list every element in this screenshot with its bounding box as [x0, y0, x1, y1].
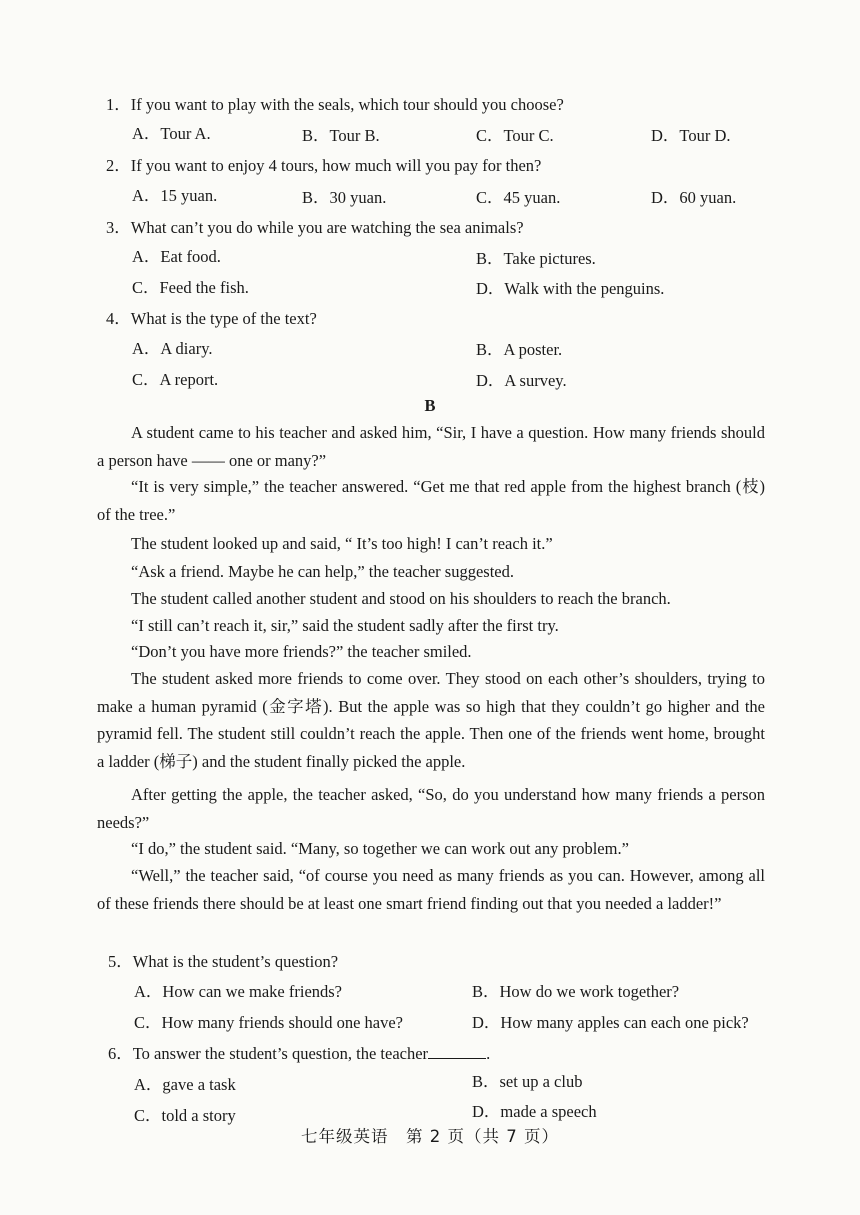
- question-1-option-d: D．Tour D.: [651, 126, 731, 145]
- question-3-stem: 3．What can’t you do while you are watching the sea animals?: [106, 218, 524, 237]
- question-3-option-d: D．Walk with the penguins.: [476, 279, 665, 298]
- passage-paragraph: “I still can’t reach it, sir,” said the student sadly after the first try.: [131, 616, 559, 635]
- question-5-option-a: A．How can we make friends?: [134, 982, 343, 1001]
- question-3-option-c: C．Feed the fish.: [132, 278, 249, 297]
- question-4-option-a: A．A diary.: [132, 339, 213, 358]
- section-heading: B: [424, 396, 436, 415]
- question-6-option-b: B．set up a club: [472, 1072, 583, 1091]
- passage-paragraph: The student called another student and stood on his shoulders to reach the branch.: [131, 589, 671, 608]
- question-2-option-a: A．15 yuan.: [132, 186, 218, 205]
- question-3-option-a: A．Eat food.: [132, 247, 221, 266]
- question-4-option-c: C．A report.: [132, 370, 219, 389]
- question-2-option-d: D．60 yuan.: [651, 188, 737, 207]
- question-2-stem: 2．If you want to enjoy 4 tours, how much will you pay for then?: [106, 156, 542, 175]
- passage-paragraph: “It is very simple,” the teacher answered. “Get me that red apple from the highest branch (枝) of the tree.”: [97, 477, 765, 524]
- passage-paragraph: The student asked more friends to come over. They stood on each other’s shoulders, trying to make a human pyramid (金字塔). But the apple was so high that they couldn’t go higher and the pyramid fell. The student still couldn’t reach the apple. Then one of the friends went home, brought a ladder (梯子) and the student finally picked the apple.: [97, 669, 765, 771]
- question-1-option-b: B．Tour B.: [302, 126, 380, 145]
- passage-paragraph: “I do,” the student said. “Many, so together we can work out any problem.”: [131, 839, 629, 858]
- question-4-option-d: D．A survey.: [476, 371, 567, 390]
- question-1-stem: 1．If you want to play with the seals, which tour should you choose?: [106, 95, 564, 114]
- page-footer: 七年级英语 第 2 页（共 7 页）: [301, 1127, 559, 1146]
- question-6-stem-text: 6．To answer the student’s question, the teacher: [108, 1044, 429, 1063]
- answer-blank: [428, 1044, 486, 1059]
- passage-paragraph: “Ask a friend. Maybe he can help,” the teacher suggested.: [131, 562, 515, 581]
- question-5-option-d: D．How many apples can each one pick?: [472, 1013, 749, 1032]
- passage-paragraph: “Don’t you have more friends?” the teacher smiled.: [131, 642, 472, 661]
- question-6-option-c: C．told a story: [134, 1106, 236, 1125]
- passage-paragraph: The student looked up and said, “ It’s too high! I can’t reach it.”: [131, 534, 553, 553]
- question-6-option-d: D．made a speech: [472, 1102, 597, 1121]
- question-4-option-b: B．A poster.: [476, 340, 563, 359]
- question-6-stem: [108, 1040, 490, 1064]
- question-3-option-b: B．Take pictures.: [476, 249, 596, 268]
- passage-paragraph: After getting the apple, the teacher asked, “So, do you understand how many friends a person needs?”: [97, 785, 765, 832]
- question-2-option-c: C．45 yuan.: [476, 188, 561, 207]
- passage-paragraph: A student came to his teacher and asked him, “Sir, I have a question. How many friends should a person have —— one or many?”: [97, 423, 765, 470]
- question-5-stem: 5．What is the student’s question?: [108, 952, 339, 971]
- question-1-option-c: C．Tour C.: [476, 126, 554, 145]
- question-5-option-c: C．How many friends should one have?: [134, 1013, 403, 1032]
- question-5-option-b: B．How do we work together?: [472, 982, 680, 1001]
- question-2-option-b: B．30 yuan.: [302, 188, 387, 207]
- question-1-option-a: A．Tour A.: [132, 124, 211, 143]
- question-6-option-a: A．gave a task: [134, 1075, 236, 1094]
- question-4-stem: 4．What is the type of the text?: [106, 309, 317, 328]
- passage-paragraph: “Well,” the teacher said, “of course you need as many friends as you can. However, among all of these friends there should be at least one smart friend finding out that you needed a ladder!”: [97, 866, 765, 913]
- question-6-stem-end: .: [486, 1044, 491, 1063]
